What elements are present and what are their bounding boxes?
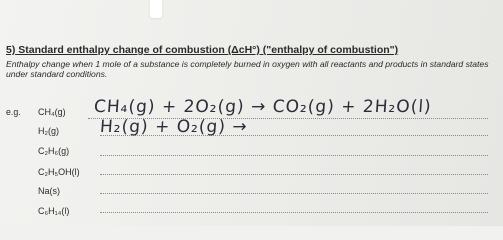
answer-line-4 — [100, 174, 488, 175]
formula-3: C₂H₆(g) — [38, 146, 70, 156]
formula-5: Na(s) — [38, 186, 60, 196]
answer-line-6 — [100, 212, 488, 213]
formula-2: H₂(g) — [38, 126, 59, 136]
formula-1: CH₄(g) — [38, 107, 66, 117]
answer-line-3 — [100, 155, 488, 156]
formula-4: C₂H₅OH(l) — [38, 167, 80, 177]
handwritten-equation-1: CH₄(g) + 2O₂(g) → CO₂(g) + 2H₂O(l) — [93, 97, 433, 117]
section-heading: 5) Standard enthalpy change of combustion (ΔcH°) ("enthalpy of combustion") — [6, 44, 399, 56]
definition-text: Enthalpy change when 1 mole of a substance is completely burned in oxygen with all reactants and products in standard states under standard conditions. — [6, 59, 489, 79]
binder-clip — [150, 0, 162, 18]
handwritten-equation-2: H₂(g) + O₂(g) → — [99, 117, 249, 137]
formula-6: C₆H₁₄(l) — [38, 206, 70, 216]
example-label: e.g. — [6, 107, 21, 117]
answer-line-5 — [100, 193, 488, 194]
